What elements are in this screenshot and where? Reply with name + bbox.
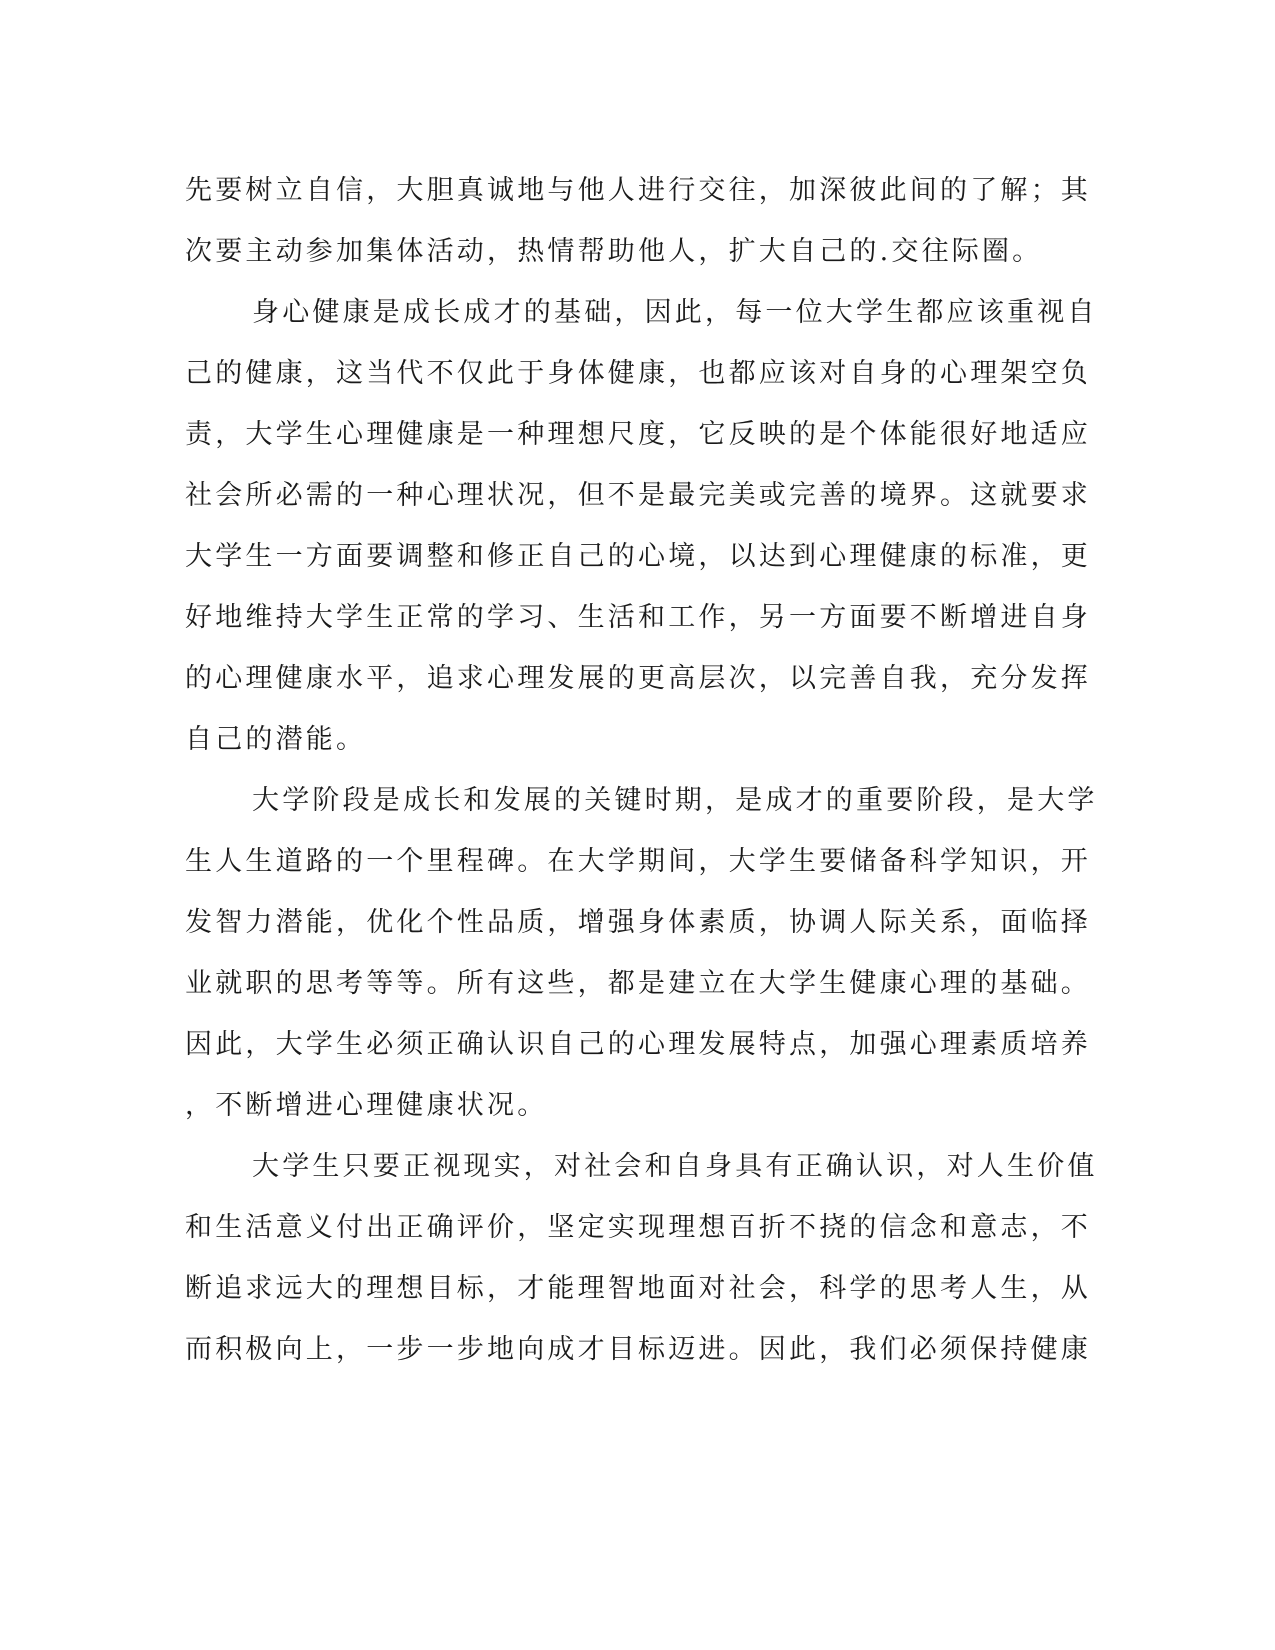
- text-line: 大学阶段是成长和发展的关键时期，是成才的重要阶段，是大学: [252, 785, 1098, 816]
- text-line: 业就职的思考等等。所有这些，都是建立在大学生健康心理的基础。: [185, 968, 1091, 999]
- text-line: 因此，大学生必须正确认识自己的心理发展特点，加强心理素质培养: [185, 1029, 1091, 1060]
- body-text: [185, 160, 1098, 1380]
- text-line: 大学生一方面要调整和修正自己的心境，以达到心理健康的标准，更: [185, 541, 1091, 572]
- text-line: 己的健康，这当代不仅此于身体健康，也都应该对自身的心理架空负: [185, 358, 1091, 389]
- text-line: 身心健康是成长成才的基础，因此，每一位大学生都应该重视自: [252, 297, 1098, 328]
- text-line: 和生活意义付出正确评价，坚定实现理想百折不挠的信念和意志，不: [185, 1212, 1091, 1243]
- text-line: 的心理健康水平，追求心理发展的更高层次，以完善自我，充分发挥: [185, 663, 1091, 694]
- paragraph-1: [185, 160, 1091, 282]
- text-line: ，不断增进心理健康状况。: [185, 1090, 548, 1121]
- paragraph-2: [185, 282, 1098, 770]
- paragraph-4: [185, 1136, 1098, 1380]
- text-line: 而积极向上，一步一步地向成才目标迈进。因此，我们必须保持健康: [185, 1334, 1091, 1365]
- text-line: 责，大学生心理健康是一种理想尺度，它反映的是个体能很好地适应: [185, 419, 1091, 450]
- text-line: 社会所必需的一种心理状况，但不是最完美或完善的境界。这就要求: [185, 480, 1091, 511]
- text-line: 发智力潜能，优化个性品质，增强身体素质，协调人际关系，面临择: [185, 907, 1091, 938]
- text-line: 断追求远大的理想目标，才能理智地面对社会，科学的思考人生，从: [185, 1273, 1091, 1304]
- text-line: 次要主动参加集体活动，热情帮助他人，扩大自己的.交往际圈。: [185, 236, 1043, 267]
- text-line: 生人生道路的一个里程碑。在大学期间，大学生要储备科学知识，开: [185, 846, 1091, 877]
- text-line: 先要树立自信，大胆真诚地与他人进行交往，加深彼此间的了解；其: [185, 175, 1091, 206]
- paragraph-3: [185, 770, 1098, 1136]
- text-line: 自己的潜能。: [185, 724, 367, 755]
- text-line: 好地维持大学生正常的学习、生活和工作，另一方面要不断增进自身: [185, 602, 1091, 633]
- text-line: 大学生只要正视现实，对社会和自身具有正确认识，对人生价值: [252, 1151, 1098, 1182]
